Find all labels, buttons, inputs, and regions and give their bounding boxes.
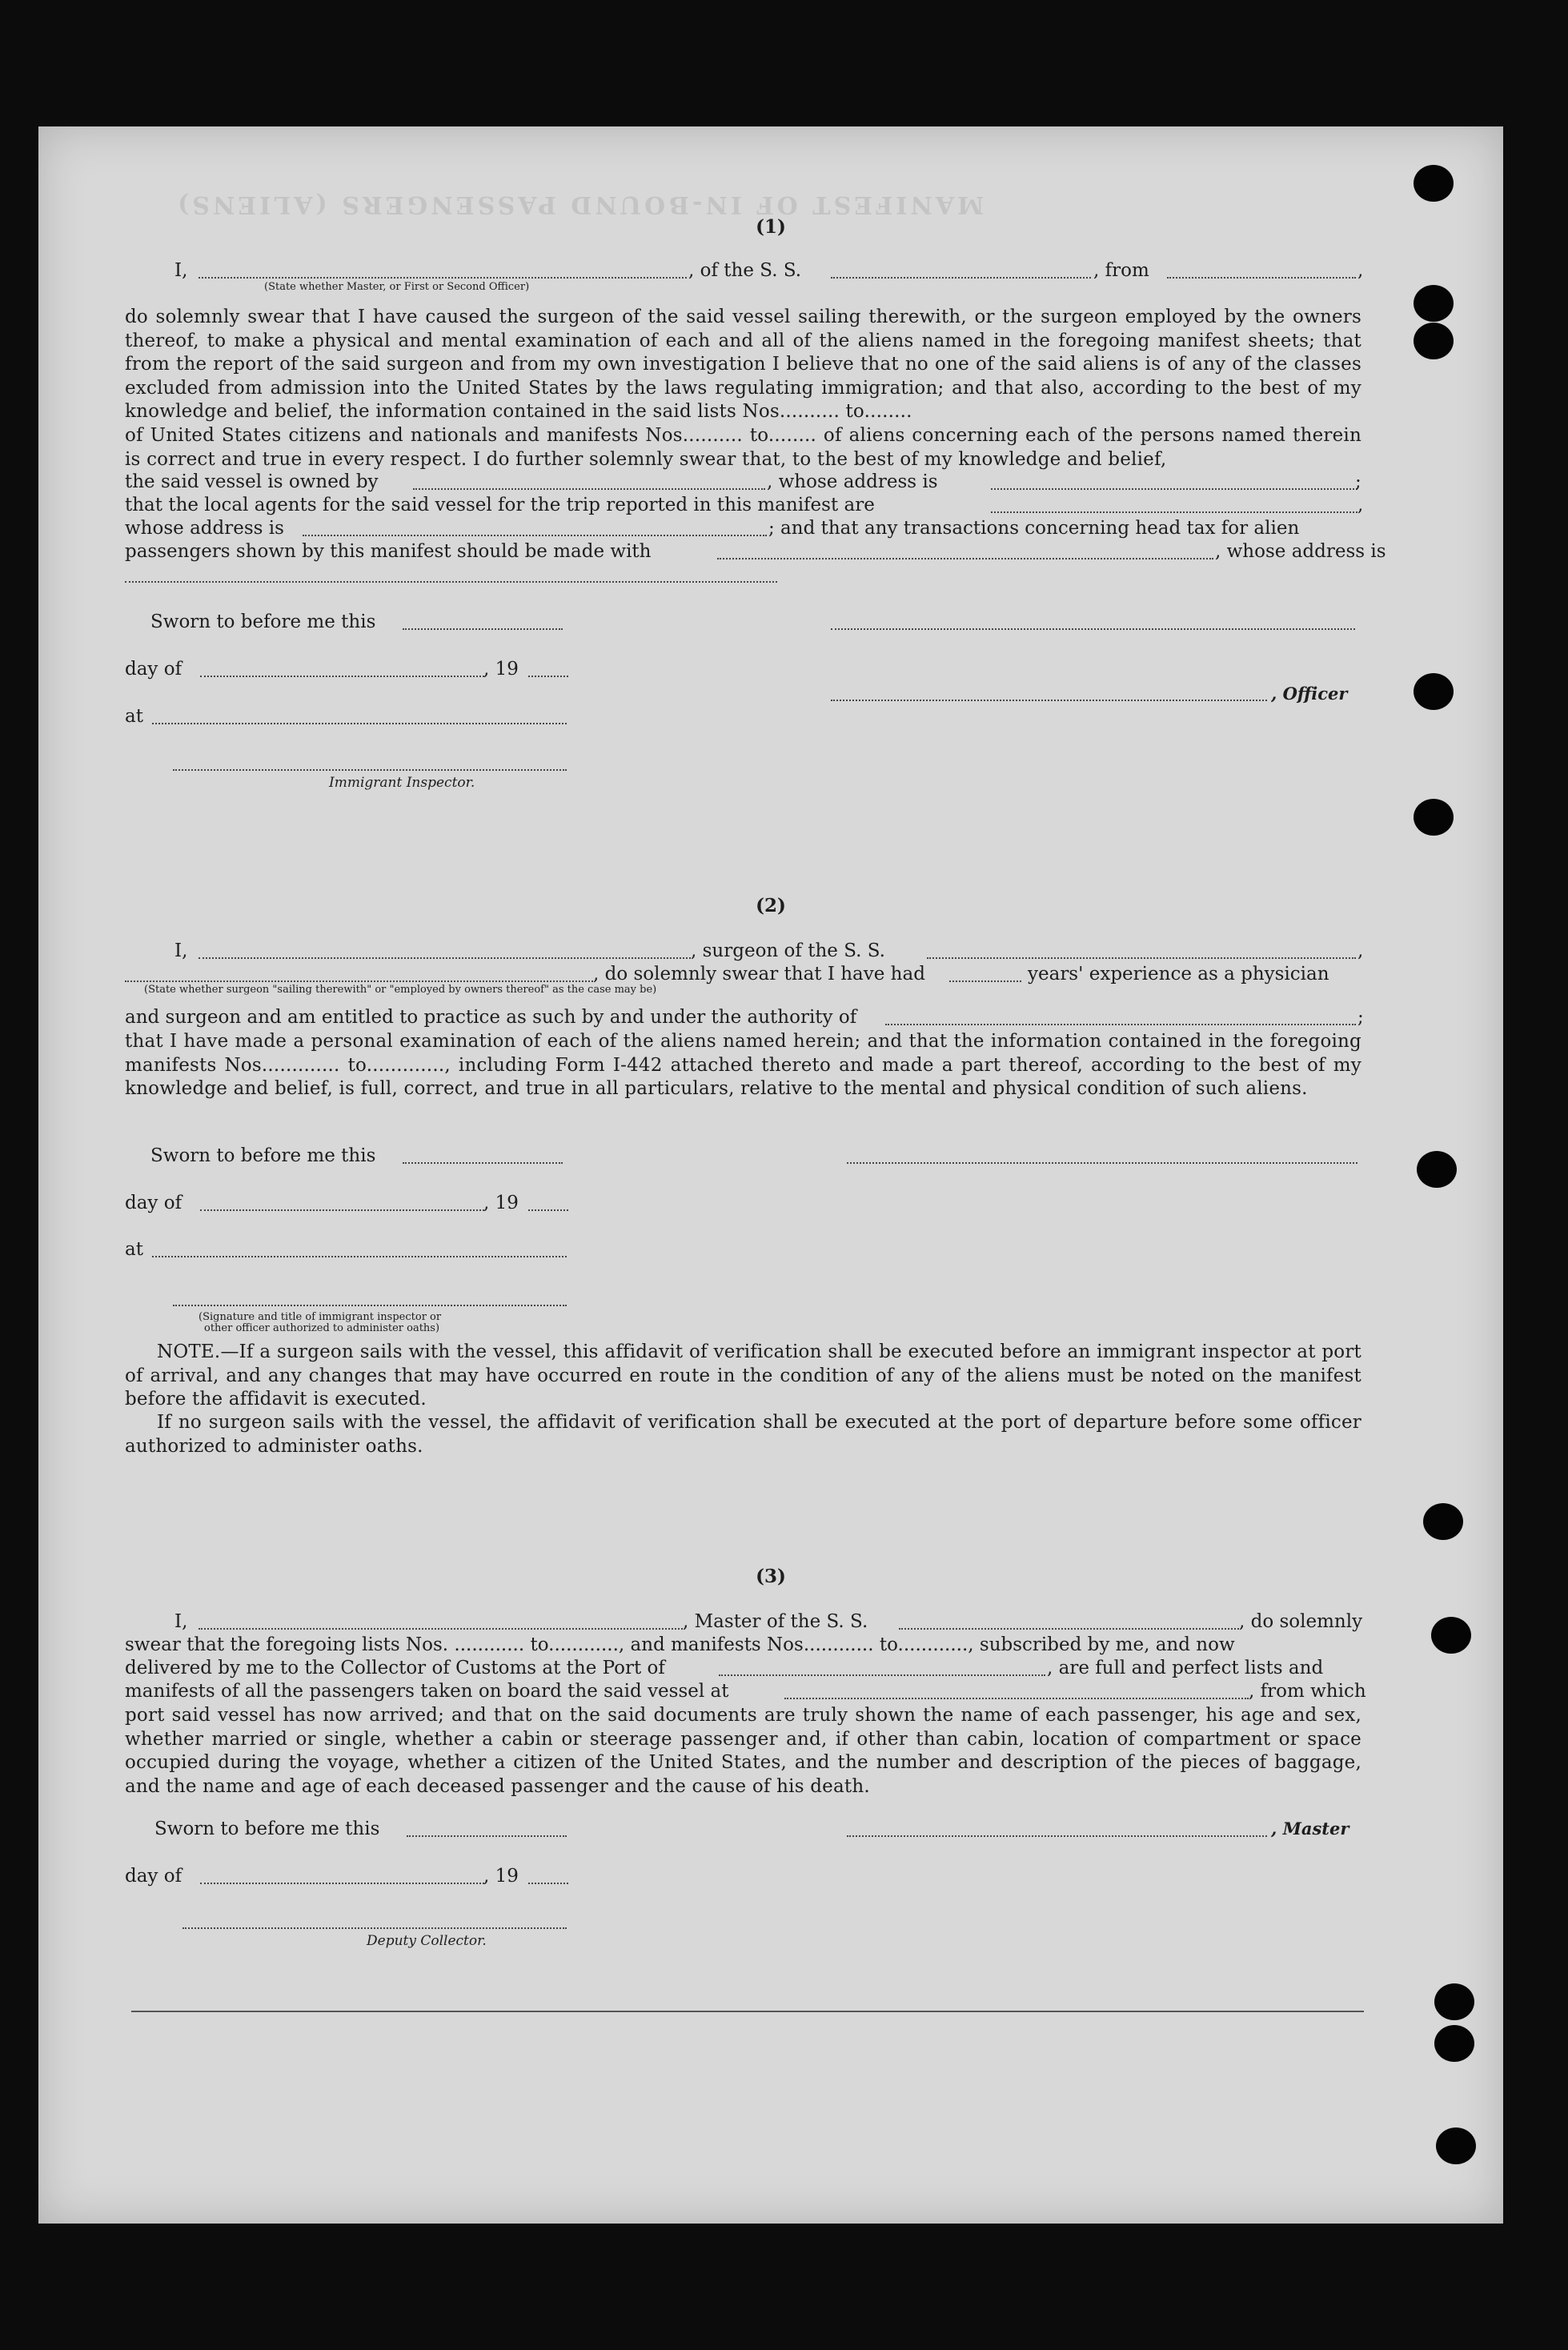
s2-inspector-signature-field[interactable] <box>173 1305 567 1306</box>
s1-from-field[interactable] <box>1167 277 1356 279</box>
s1-party-address-label: , whose address is <box>1215 541 1386 562</box>
s1-agents-address-label: whose address is <box>125 518 284 539</box>
s2-signature-caption-2: other officer authorized to administer oaths) <box>204 1322 440 1334</box>
s1-agents-comma: , <box>1357 495 1364 515</box>
s3-I-label: I, <box>174 1611 188 1632</box>
s3-year-field[interactable] <box>528 1883 568 1884</box>
s3-fromwhich-label: , from which <box>1249 1681 1366 1702</box>
s2-day-field[interactable] <box>200 1209 484 1211</box>
s3-day-field[interactable] <box>200 1883 484 1884</box>
section-1-number: (1) <box>756 216 786 238</box>
s1-officer-caption: (State whether Master, or First or Second Officer) <box>264 281 530 293</box>
s2-note-2: If no surgeon sails with the vessel, the affidavit of verification shall be executed at the port of departure before some officer authorized to administer oaths. <box>125 1412 1361 1457</box>
s1-from-label: , from <box>1093 260 1149 281</box>
s3-master-signature-field[interactable] <box>847 1835 1267 1837</box>
s2-at-label: at <box>125 1239 143 1260</box>
s3-master-name-field[interactable] <box>199 1628 683 1630</box>
binder-hole <box>1417 1151 1457 1188</box>
binder-hole <box>1414 165 1454 202</box>
binder-hole <box>1414 673 1454 710</box>
s1-vessel-field[interactable] <box>831 277 1091 279</box>
s3-sworn-field[interactable] <box>407 1835 567 1837</box>
s2-year-label: , 19 <box>483 1193 519 1213</box>
s2-surgeon-signature-field[interactable] <box>847 1162 1357 1164</box>
s1-sworn-field[interactable] <box>403 628 563 630</box>
s2-swear-label: , do solemnly swear that I have had <box>593 964 925 985</box>
s1-year-field[interactable] <box>528 676 568 677</box>
s2-note-text: —If a surgeon sails with the vessel, this affidavit of verification shall be executed before an immigrant inspector at port of arrival, and any changes that may have occurred en route in the condition of any of the aliens must be noted on the manifest before the affidavit is executed. <box>125 1341 1361 1410</box>
binder-hole <box>1436 2127 1476 2164</box>
s2-authority-label: and surgeon and am entitled to practice as such by and under the authority of <box>125 1007 857 1028</box>
s3-master-label: , Master of the S. S. <box>683 1611 868 1632</box>
s1-officer-label: , Officer <box>1271 684 1348 704</box>
s3-lists-line: swear that the foregoing lists Nos. ............ to............, and manifests Nos............ to............, subscribed by me, and now <box>125 1634 1235 1655</box>
s2-sworn-label: Sworn to before me this <box>150 1145 376 1166</box>
s1-at-label: at <box>125 706 143 727</box>
s1-signature-line-top[interactable] <box>831 628 1355 630</box>
s1-dayof-label: day of <box>125 659 182 680</box>
s1-day-field[interactable] <box>200 676 484 677</box>
s2-years-field[interactable] <box>949 981 1021 982</box>
s1-headtax-party-field[interactable] <box>717 558 1213 559</box>
s1-inspector-signature-field[interactable] <box>173 769 567 771</box>
s2-paragraph: that I have made a personal examination of each of the aliens named herein; and that the information contained in the foregoing manifests Nos............. to............., including Form I-442 attached thereto and made a part thereof, according to the best of my knowledge and belief, is full, correct, and true in all particulars, relative to the mental and physical condition of such aliens. <box>125 1031 1361 1099</box>
s1-owned-semicolon: ; <box>1355 471 1361 492</box>
s2-year-field[interactable] <box>528 1209 568 1211</box>
s2-note-label: NOTE. <box>157 1341 221 1362</box>
s1-I-label: I, <box>174 260 188 281</box>
s3-paragraph: port said vessel has now arrived; and that on the said documents are truly shown the name of each passenger, his age and sex, whether married or single, whether a cabin or steerage passenger and, if other than cabin, location of compartment or space occupied during the voyage, whether a citizen of the United States, and the number and description of the pieces of baggage, and the name and age of each deceased passenger and the cause of his death. <box>125 1705 1361 1797</box>
s3-deputy-label: Deputy Collector. <box>367 1933 487 1949</box>
s1-officer-signature-field[interactable] <box>831 700 1267 701</box>
s1-year-label: , 19 <box>483 659 519 680</box>
s3-master-sig-label: , Master <box>1271 1819 1349 1839</box>
bleed-through-header: MANIFEST OF IN-BOUND PASSENGERS (ALIENS) <box>174 190 985 219</box>
s1-owner-field[interactable] <box>413 488 765 490</box>
s1-agents-field[interactable] <box>991 511 1357 513</box>
s3-sworn-label: Sworn to before me this <box>154 1819 380 1839</box>
s1-officer-name-field[interactable] <box>199 277 687 279</box>
s2-authority-field[interactable] <box>885 1024 1356 1025</box>
s3-deputy-signature-field[interactable] <box>182 1927 567 1929</box>
section-2-number: (2) <box>756 895 786 916</box>
s2-sworn-field[interactable] <box>403 1162 563 1164</box>
manifest-page <box>38 126 1503 2224</box>
s1-paragraph-b: of United States citizens and nationals and manifests Nos.......... to........ of aliens concerning each of the persons named therein is correct and true in every respect. I do further solemnly swear that, to the best of my knowledge and belief, <box>125 425 1361 470</box>
s3-embark-field[interactable] <box>784 1698 1249 1699</box>
s2-I-label: I, <box>174 940 188 961</box>
s1-ofss-label: , of the S. S. <box>688 260 802 281</box>
binder-hole <box>1431 1617 1471 1654</box>
s3-year-label: , 19 <box>483 1866 519 1887</box>
s2-physician-label: years' experience as a physician <box>1028 964 1329 985</box>
s3-port-label: delivered by me to the Collector of Customs at the Port of <box>125 1658 665 1678</box>
s1-inspector-label: Immigrant Inspector. <box>329 775 475 791</box>
s3-dayof-label: day of <box>125 1866 182 1887</box>
s3-port-field[interactable] <box>719 1674 1045 1676</box>
s1-party-address-field[interactable] <box>125 581 777 583</box>
s2-dayof-label: day of <box>125 1193 182 1213</box>
binder-hole <box>1434 2025 1474 2062</box>
s1-headtax-label: ; and that any transactions concerning head tax for alien <box>768 518 1300 539</box>
s2-authority-semicolon: ; <box>1357 1007 1364 1028</box>
s1-sworn-label: Sworn to before me this <box>150 612 376 632</box>
binder-hole <box>1434 1983 1474 2020</box>
s1-owner-address-field[interactable] <box>991 488 1357 490</box>
s2-at-field[interactable] <box>152 1256 567 1257</box>
s1-at-field[interactable] <box>152 723 567 724</box>
s1-owner-address-label: , whose address is <box>767 471 938 492</box>
s3-full-label: , are full and perfect lists and <box>1047 1658 1324 1678</box>
binder-hole <box>1414 799 1454 836</box>
s2-surgeon-name-field[interactable] <box>199 957 691 959</box>
bottom-rule <box>131 2011 1364 2012</box>
s1-owned-label: the said vessel is owned by <box>125 471 379 492</box>
s1-passengers-label: passengers shown by this manifest should be made with <box>125 541 652 562</box>
s2-vessel-field[interactable] <box>927 957 1356 959</box>
s2-note <box>125 1341 1361 1412</box>
s1-paragraph-a: do solemnly swear that I have caused the surgeon of the said vessel sailing therewith, or the surgeon employed by the owners thereof, to make a physical and mental examination of each and all of the aliens named in the foregoing manifest sheets; that from the report of the said surgeon and from my own investigation I believe that no one of the said aliens is of any of the classes excluded from admission into the United States by the laws regulating immigration; and that also, according to the best of my knowledge and belief, the information contained in the said lists Nos.......... to........ <box>125 307 1361 422</box>
s2-signature-caption-1: (Signature and title of immigrant inspector or <box>199 1311 442 1323</box>
s1-agents-address-field[interactable] <box>303 535 767 536</box>
s1-agents-label: that the local agents for the said vessel for the trip reported in this manifest are <box>125 495 875 515</box>
binder-hole <box>1414 323 1454 359</box>
binder-hole <box>1414 285 1454 322</box>
s2-surgeon-label: , surgeon of the S. S. <box>691 940 885 961</box>
s2-surgeon-type-field[interactable] <box>125 981 593 982</box>
s3-taken-label: manifests of all the passengers taken on board the said vessel at <box>125 1681 729 1702</box>
s1-comma: , <box>1357 260 1364 281</box>
section-3-number: (3) <box>756 1566 786 1587</box>
s3-vessel-field[interactable] <box>899 1628 1239 1630</box>
s2-surgeon-caption: (State whether surgeon "sailing therewith" or "employed by owners thereof" as the case may be) <box>144 984 657 996</box>
s2-comma: , <box>1357 940 1364 961</box>
binder-hole <box>1423 1503 1463 1540</box>
s3-solemnly-label: , do solemnly <box>1239 1611 1363 1632</box>
